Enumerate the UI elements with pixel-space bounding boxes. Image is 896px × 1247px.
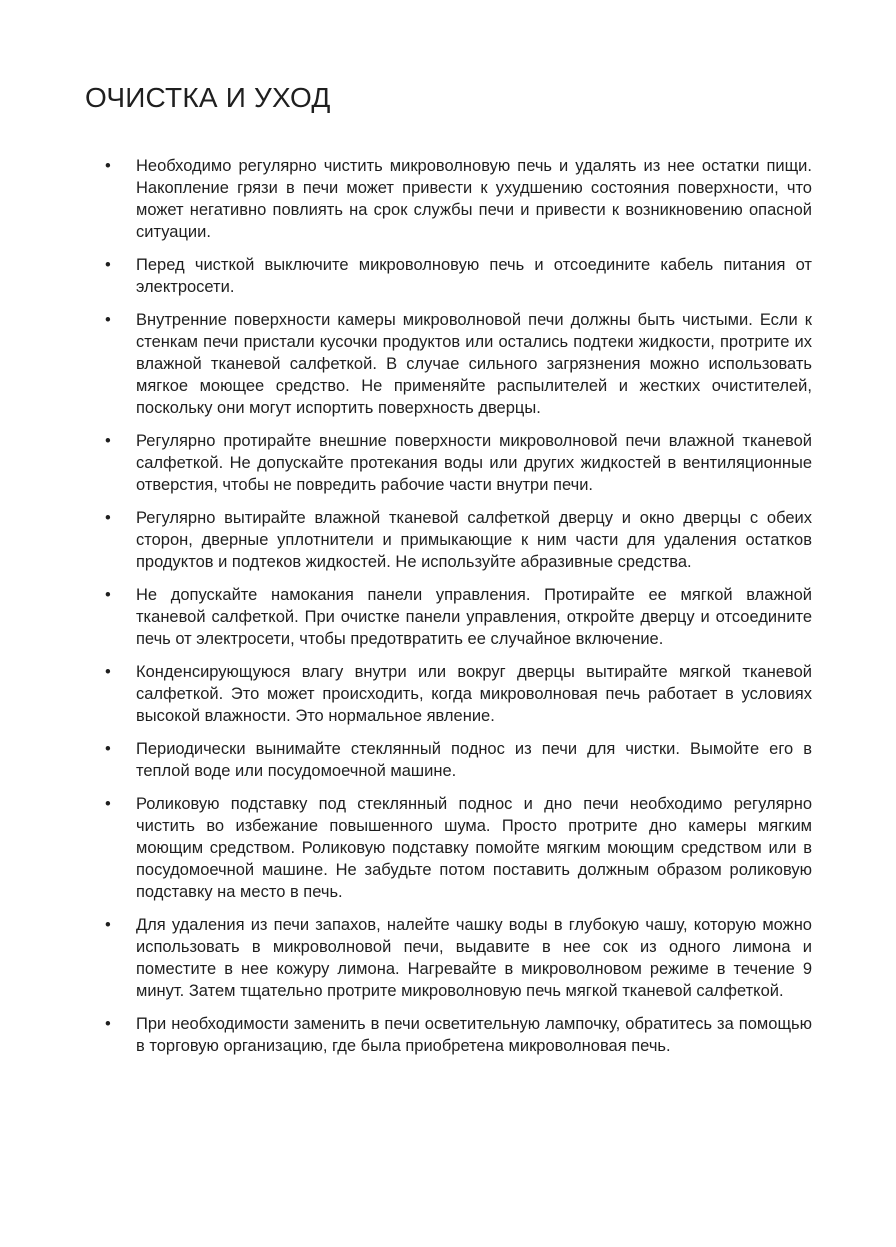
list-item-text: Конденсирующуюся влагу внутри или вокруг дверцы вытирайте мягкой тканевой салфеткой. Это может происходить, когда микроволновая печь работает в условиях высокой влажности. Это нормальное явление. (136, 663, 812, 725)
list-item (100, 738, 812, 782)
list-item (100, 1013, 812, 1057)
list-item (100, 430, 812, 496)
bullet-icon: • (105, 795, 111, 813)
bullet-icon: • (105, 916, 111, 934)
list-item (100, 309, 812, 419)
list-item (100, 155, 812, 243)
list-item (100, 254, 812, 298)
bullet-icon: • (105, 256, 111, 274)
list-item-text: Для удаления из печи запахов, налейте чашку воды в глубокую чашу, которую можно использовать в микроволновой печи, выдавите в нее сок из одного лимона и поместите в нее кожуру лимона. Нагревайте в микроволновом режиме в течение 9 минут. Затем тщательно протрите микроволновую печь мягкой тканевой салфеткой. (136, 916, 812, 1000)
list-item (100, 584, 812, 650)
bullet-icon: • (105, 157, 111, 175)
list-item (100, 914, 812, 1002)
list-item-text: Перед чисткой выключите микроволновую печь и отсоедините кабель питания от электросети. (136, 256, 812, 296)
bullet-icon: • (105, 509, 111, 527)
list-item-text: Регулярно вытирайте влажной тканевой салфеткой дверцу и окно дверцы с обеих сторон, дверные уплотнители и примыкающие к ним части для удаления остатков продуктов и подтеков жидкостей. Не используйте абразивные средства. (136, 509, 812, 571)
bullet-icon: • (105, 311, 111, 329)
bullet-icon: • (105, 740, 111, 758)
bullet-icon: • (105, 1015, 111, 1033)
list-item-text: Периодически вынимайте стеклянный поднос из печи для чистки. Вымойте его в теплой воде или посудомоечной машине. (136, 740, 812, 780)
bullet-icon: • (105, 663, 111, 681)
bullet-icon: • (105, 432, 111, 450)
list-item-text: При необходимости заменить в печи осветительную лампочку, обратитесь за помощью в торговую организацию, где была приобретена микроволновая печь. (136, 1015, 812, 1055)
care-instructions-list (100, 155, 812, 1068)
list-item-text: Не допускайте намокания панели управления. Протирайте ее мягкой влажной тканевой салфеткой. При очистке панели управления, откройте дверцу и отсоедините печь от электросети, чтобы предотвратить ее случайное включение. (136, 586, 812, 648)
list-item (100, 793, 812, 903)
list-item-text: Необходимо регулярно чистить микроволновую печь и удалять из нее остатки пищи. Накопление грязи в печи может привести к ухудшению состояния поверхности, что может негативно повлиять на срок службы печи и привести к возникновению опасной ситуации. (136, 157, 812, 241)
list-item (100, 661, 812, 727)
list-item-text: Регулярно протирайте внешние поверхности микроволновой печи влажной тканевой салфеткой. Не допускайте протекания воды или других жидкостей в вентиляционные отверстия, чтобы не повредить рабочие части внутри печи. (136, 432, 812, 494)
list-item-text: Роликовую подставку под стеклянный поднос и дно печи необходимо регулярно чистить во избежание повышенного шума. Просто протрите дно камеры мягким моющим средством. Роликовую подставку помойте мягким моющим средством или в посудомоечной машине. Не забудьте потом поставить должным образом роликовую подставку на место в печь. (136, 795, 812, 901)
list-item (100, 507, 812, 573)
page-title: ОЧИСТКА И УХОД (85, 82, 331, 113)
bullet-icon: • (105, 586, 111, 604)
list-item-text: Внутренние поверхности камеры микроволновой печи должны быть чистыми. Если к стенкам печи пристали кусочки продуктов или остались подтеки жидкости, протрите их влажной тканевой салфеткой. В случае сильного загрязнения можно использовать мягкое моющее средство. Не применяйте распылителей и жестких очистителей, поскольку они могут испортить поверхность дверцы. (136, 311, 812, 417)
